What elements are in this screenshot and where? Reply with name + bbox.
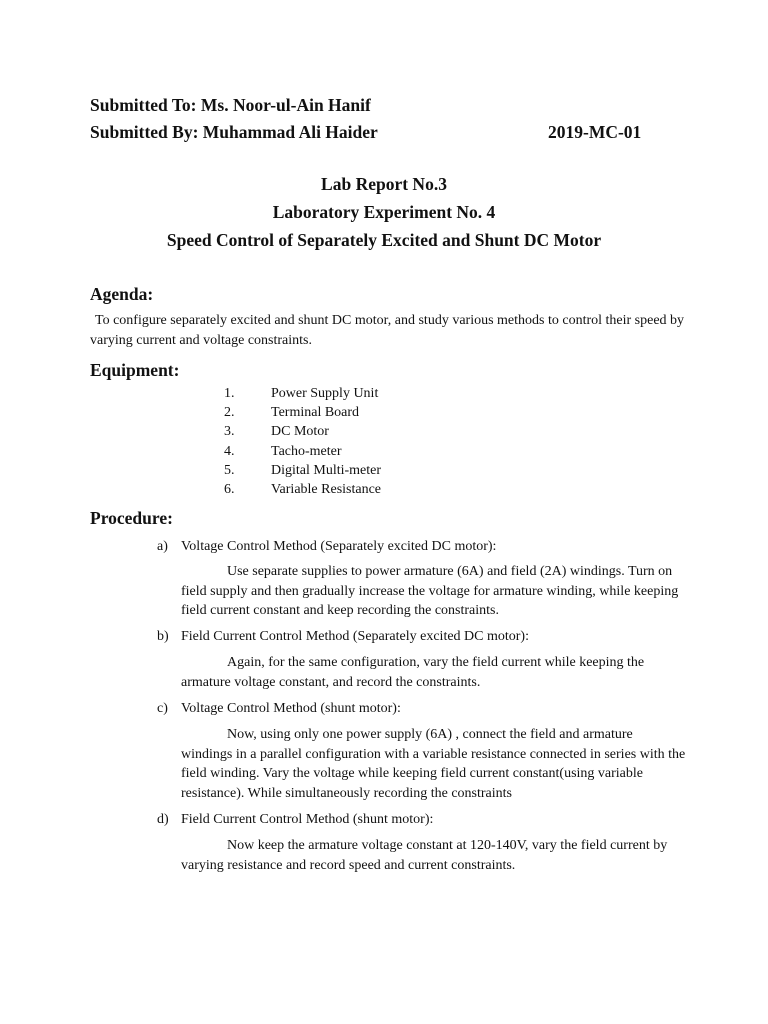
list-item-label: DC Motor (271, 424, 329, 439)
step-body: Use separate supplies to power armature (6A) and field (2A) windings. Turn on field supply and then gradually increase the voltage for armature winding, while keeping field current constant and keep recording the constraints. (181, 564, 679, 618)
equipment-heading: Equipment: (90, 360, 180, 380)
step-marker: b) (157, 629, 169, 644)
agenda-text: To configure separately excited and shunt DC motor, and study various methods to control their speed by varying current and voltage constraints. (90, 313, 685, 348)
list-item-label: Terminal Board (271, 405, 360, 420)
step-marker: a) (157, 539, 168, 554)
list-item-label: Tacho-meter (271, 444, 342, 459)
list-item-number: 2. (224, 405, 235, 420)
step-body: Again, for the same configuration, vary the field current while keeping the armature voltage constant, and record the constraints. (181, 655, 645, 690)
report-title: Lab Report No.3 (321, 174, 447, 194)
list-item-number: 1. (224, 386, 235, 401)
experiment-title: Laboratory Experiment No. 4 (272, 202, 496, 222)
experiment-subtitle: Speed Control of Separately Excited and Shunt DC Motor (166, 230, 602, 250)
step-title: Field Current Control Method (Separately excited DC motor): (181, 629, 529, 644)
step-title: Field Current Control Method (shunt motor): (181, 812, 434, 827)
list-item-number: 6. (224, 482, 235, 497)
step-title: Voltage Control Method (Separately excited DC motor): (181, 539, 497, 554)
list-item (224, 463, 381, 479)
list-item-number: 4. (224, 444, 235, 459)
registration-number: 2019-MC-01 (548, 122, 642, 142)
list-item (224, 386, 378, 402)
list-item-number: 5. (224, 463, 235, 478)
list-item-number: 3. (224, 424, 235, 439)
list-item (224, 444, 342, 460)
submitted-by: Submitted By: Muhammad Ali Haider (90, 122, 378, 142)
step-body: Now keep the armature voltage constant at 120-140V, vary the field current by varying resistance and record speed and current constraints. (181, 838, 668, 873)
list-item (224, 405, 359, 421)
agenda-heading: Agenda: (90, 284, 154, 304)
step-marker: d) (157, 812, 169, 827)
list-item-label: Power Supply Unit (271, 386, 379, 401)
step-title: Voltage Control Method (shunt motor): (181, 701, 401, 716)
step-marker: c) (157, 701, 168, 716)
list-item-label: Variable Resistance (271, 482, 382, 497)
step-body: Now, using only one power supply (6A) , connect the field and armature windings in a parallel configuration with a variable resistance connected in series with the field winding. Vary the voltage while keeping field current constant(using variable resistance). While simultaneously recording the constraints (181, 727, 686, 801)
submitted-to: Submitted To: Ms. Noor-ul-Ain Hanif (90, 95, 371, 115)
list-item (224, 424, 329, 440)
list-item-label: Digital Multi-meter (271, 463, 382, 478)
procedure-heading: Procedure: (90, 508, 173, 528)
list-item (224, 482, 381, 498)
